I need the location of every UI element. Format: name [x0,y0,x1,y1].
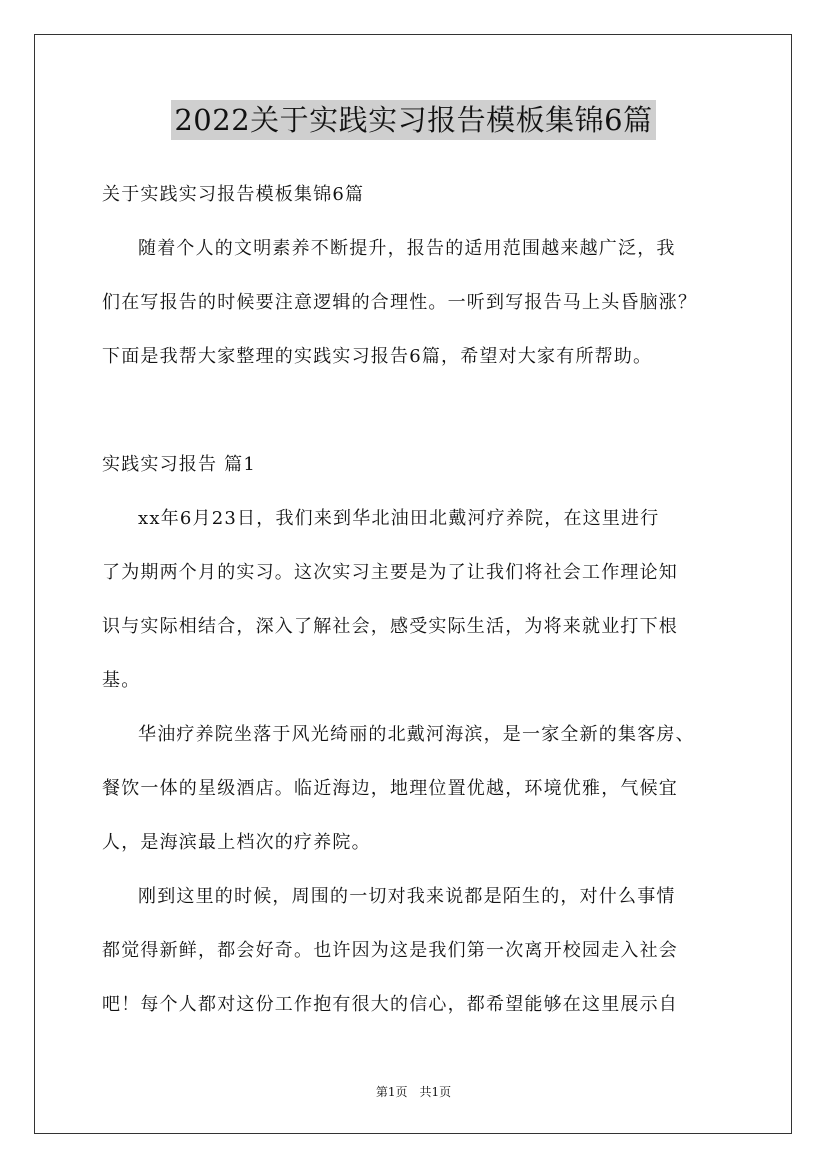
document-title: 2022关于实践实习报告模板集锦6篇 [171,100,655,140]
document-subtitle: 关于实践实习报告模板集锦6篇 [102,184,365,205]
paragraph-line: 刚到这里的时候，周围的一切对我来说都是陌生的，对什么事情 [138,886,676,907]
paragraph-line: 人，是海滨最上档次的疗养院。 [102,832,371,853]
intro-line: 随着个人的文明素养不断提升，报告的适用范围越来越广泛，我 [138,238,676,259]
paragraph-line: xx年6月23日，我们来到华北油田北戴河疗养院，在这里进行 [138,508,660,529]
page-number: 第1页 共1页 [375,1085,452,1099]
intro-line: 下面是我帮大家整理的实践实习报告6篇，希望对大家有所帮助。 [102,346,653,367]
document-body [102,168,728,1018]
paragraph-line: 都觉得新鲜，都会好奇。也许因为这是我们第一次离开校园走入社会 [102,940,678,961]
paragraph-line: 识与实际相结合，深入了解社会，感受实际生活，为将来就业打下根 [102,616,678,637]
section-heading: 实践实习报告 篇1 [102,454,256,475]
paragraph-line: 基。 [102,670,141,691]
intro-line: 们在写报告的时候要注意逻辑的合理性。一听到写报告马上头昏脑涨？ [102,292,698,313]
paragraph-line: 餐饮一体的星级酒店。临近海边，地理位置优越，环境优雅，气候宜 [102,778,678,799]
paragraph-line: 吧！每个人都对这份工作抱有很大的信心，都希望能够在这里展示自 [102,994,678,1015]
paragraph-line: 了为期两个月的实习。这次实习主要是为了让我们将社会工作理论知 [102,562,678,583]
page-footer [0,1084,827,1100]
title-container [0,100,827,140]
paragraph-line: 华油疗养院坐落于风光绮丽的北戴河海滨，是一家全新的集客房、 [138,724,695,745]
